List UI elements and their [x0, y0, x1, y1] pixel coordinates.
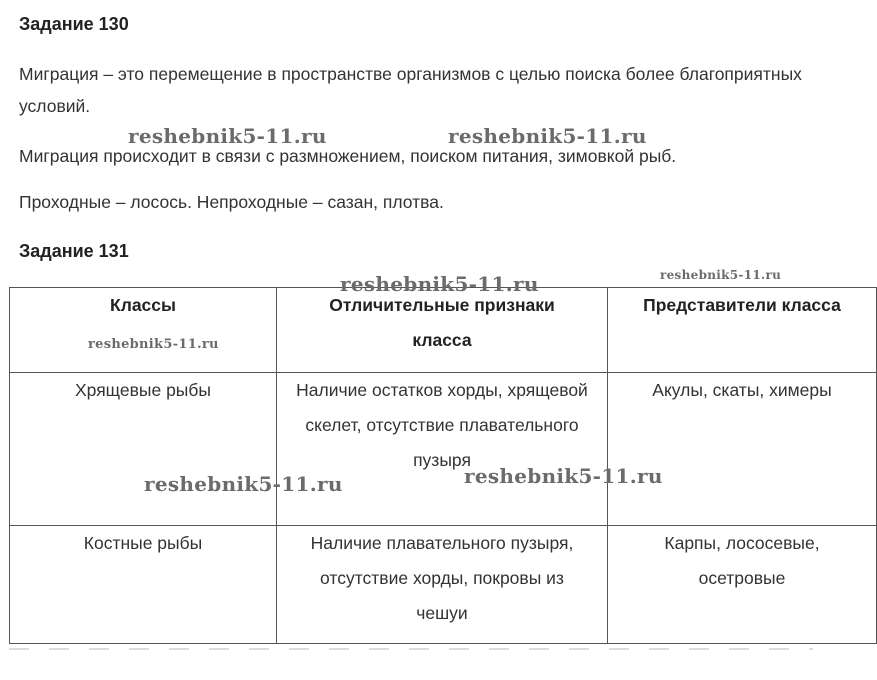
header-classes: Классы	[10, 288, 277, 373]
row-1-class: Хрящевые рыбы	[10, 373, 277, 526]
task-130-paragraph-2: Миграция происходит в связи с размножением, поиском питания, зимовкой рыб.	[19, 146, 677, 166]
row-2-features: Наличие плавательного пузыря, отсутствие хорды, покровы из чешуи	[277, 526, 608, 644]
task-131-heading: Задание 131	[19, 241, 129, 261]
watermark: reshebnik5-11.ru	[464, 464, 663, 488]
header-representatives: Представители класса	[608, 288, 877, 373]
watermark: reshebnik5-11.ru	[128, 124, 327, 148]
row-2-class: Костные рыбы	[10, 526, 277, 644]
cropped-text-line	[9, 648, 813, 650]
watermark: reshebnik5-11.ru	[660, 268, 782, 282]
task-130-paragraph-1: Миграция – это перемещение в пространстве организмов с целью поиска более благоприятных условий.	[19, 64, 802, 116]
task-130-heading: Задание 130	[19, 14, 129, 34]
row-2-representatives: Карпы, лососевые, осетровые	[608, 526, 877, 644]
header-features: Отличительные признаки класса	[277, 288, 608, 373]
watermark: reshebnik5-11.ru	[448, 124, 647, 148]
watermark: reshebnik5-11.ru	[88, 337, 219, 352]
row-1-features: Наличие остатков хорды, хрящевой скелет, отсутствие плавательного пузыря	[277, 373, 608, 526]
table-row	[10, 526, 877, 644]
table-row	[10, 373, 877, 526]
table-header-row	[10, 288, 877, 373]
row-1-representatives: Акулы, скаты, химеры	[608, 373, 877, 526]
task-130-paragraph-3: Проходные – лосось. Непроходные – сазан, плотва.	[19, 192, 444, 212]
watermark: reshebnik5-11.ru	[144, 472, 343, 496]
watermark: reshebnik5-11.ru	[340, 272, 539, 296]
